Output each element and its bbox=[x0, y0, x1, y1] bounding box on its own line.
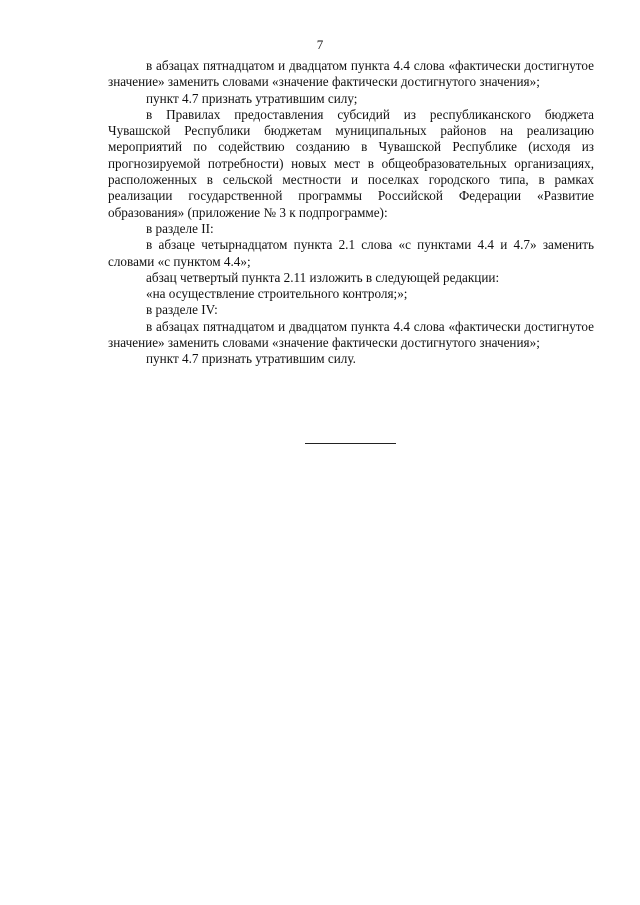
paragraph-4: в разделе II: bbox=[146, 220, 214, 236]
paragraph-7: «на осуществление строительного контроля;»; bbox=[146, 286, 408, 302]
paragraph-5: в абзаце четырнадцатом пункта 2.1 слова «с пунктами 4.4 и 4.7» заменить словами «с пунктом 4.4»; bbox=[108, 237, 594, 269]
paragraph-6: абзац четвертый пункта 2.11 изложить в следующей редакции: bbox=[146, 269, 500, 285]
paragraph-8: в разделе IV: bbox=[146, 302, 218, 318]
paragraph-2: пункт 4.7 признать утратившим силу; bbox=[146, 90, 358, 106]
page-number: 7 bbox=[316, 37, 324, 52]
paragraph-3: в Правилах предоставления субсидий из республиканского бюджета Чувашской Республики бюджетам муниципальных районов на реализацию мероприятий по содействию созданию в Чувашской Республике (исходя из прогнозируемой потребности) новых мест в общеобразовательных организациях, расположенных в сельской местности и поселках городского типа, в рамках реализации государственной программы Российской Федерации «Развитие образования» (приложение № 3 к подпрограмме): bbox=[108, 106, 594, 220]
paragraph-10: пункт 4.7 признать утратившим силу. bbox=[146, 351, 356, 367]
paragraph-1: в абзацах пятнадцатом и двадцатом пункта 4.4 слова «фактически достигнутое значение» заменить словами «значение фактически достигнутого значения»; bbox=[108, 58, 594, 90]
document-body bbox=[108, 58, 594, 368]
end-divider bbox=[305, 443, 396, 444]
paragraph-9: в абзацах пятнадцатом и двадцатом пункта 4.4 слова «фактически достигнутое значение» заменить словами «значение фактически достигнутого значения»; bbox=[108, 318, 594, 351]
